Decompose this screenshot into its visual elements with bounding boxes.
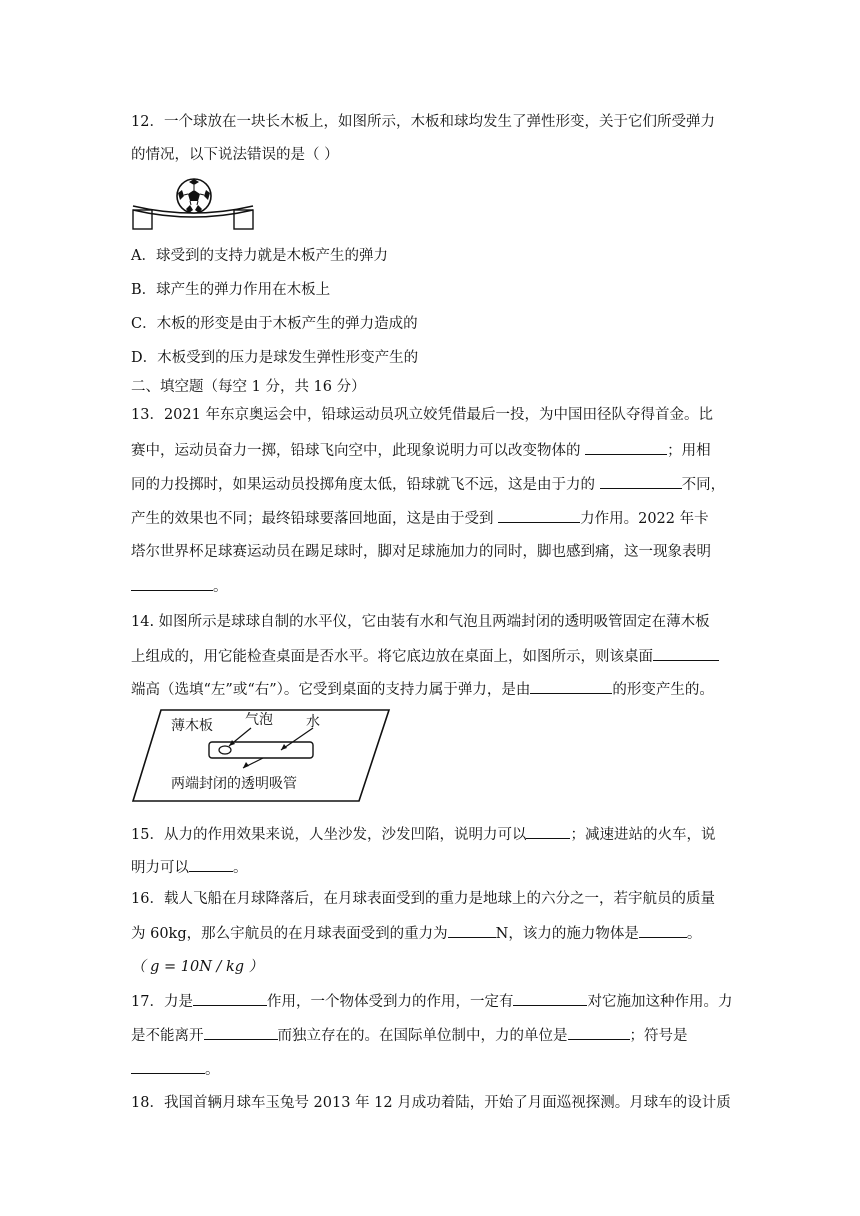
q17-line3-tail: 。 [205,1062,220,1078]
q17-line3 [131,1059,220,1080]
q16-line1: 16．载人飞船在月球降落后，在月球表面受到的重力是地球上的六分之一，若宇航员的质量 [131,891,715,907]
q18-line1: 18．我国首辆月球车玉兔号 2013 年 12 月成功着陆，开始了月面巡视探测。月球车的设计质 [131,1095,731,1111]
spirit-level-figure [131,706,393,804]
q13-blank-2[interactable] [600,474,682,489]
q15-line2-text: 明力可以 [131,860,189,876]
q17-line2-mid: 而独立存在的。在国际单位制中，力的单位是 [277,1028,568,1044]
q17-blank-5[interactable] [131,1059,205,1074]
q12-option-c: C．木板的形变是由于木板产生的弹力造成的 [131,316,418,332]
q12-stem-line1: 12．一个球放在一块长木板上，如图所示，木板和球均发生了弹性形变，关于它们所受弹力 [131,114,715,130]
q16-blank-2[interactable] [639,923,687,938]
q15-line1-text: 15．从力的作用效果来说，人坐沙发，沙发凹陷，说明力可以 [131,827,527,843]
q13-line4 [131,508,709,529]
q17-blank-3[interactable] [204,1025,278,1040]
q17-line1-tail: 对它施加这种作用。力 [587,994,733,1010]
bubble-label: 气泡 [245,712,273,728]
q17-blank-2[interactable] [513,991,587,1006]
q15-blank-1[interactable] [526,824,570,839]
q12-stem-line2: 的情况，以下说法错误的是（ ） [131,147,339,163]
q14-blank-1[interactable] [653,646,719,661]
q13-line2-tail: ；用相 [667,443,711,459]
q17-line2-text: 是不能离开 [131,1028,204,1044]
q14-line1: 14. 如图所示是球球自制的水平仪，它由装有水和气泡且两端封闭的透明吸管固定在薄木板 [131,614,710,630]
q13-line3-tail: 不同， [681,477,726,493]
q13-blank-1[interactable] [585,440,667,455]
q14-line2-text: 上组成的，用它能检查桌面是否水平。将它底边放在桌面上，如图所示，则该桌面 [131,649,653,665]
q16-line2 [131,923,701,944]
q13-line1: 13．2021 年东京奥运会中，铅球运动员巩立姣凭借最后一投，为中国田径队夺得首金。比 [131,407,713,423]
q17-line2 [131,1025,688,1046]
q17-line1-text: 17．力是 [131,994,193,1010]
q16-line2-mid: N，该力的施力物体是 [495,926,639,942]
water-label: 水 [306,714,320,730]
q15-line1 [131,824,715,845]
board-label: 薄木板 [171,718,213,734]
q15-line1-tail: ；减速进站的火车，说 [570,827,716,843]
q15-line2 [131,857,248,878]
q14-line3-text: 端高（选填“左”或“右”）。它受到桌面的支持力属于弹力，是由 [131,682,531,698]
q13-line4-text: 产生的效果也不同；最终铅球要落回地面，这是由于受到 [131,511,494,527]
q17-blank-4[interactable] [568,1025,630,1040]
q13-line5: 塔尔世界杯足球赛运动员在踢足球时，脚对足球施加力的同时，脚也感到痛，这一现象表明 [131,544,711,560]
q16-given-g: （ g = 10N / kg ） [131,959,264,975]
q15-line2-tail: 。 [233,860,248,876]
q16-blank-1[interactable] [448,923,496,938]
q12-option-d: D．木板受到的压力是球发生弹性形变产生的 [131,350,419,366]
q13-blank-3[interactable] [498,508,580,523]
q13-line3 [131,474,725,495]
q17-line1-mid: 作用，一个物体受到力的作用，一定有 [266,994,514,1010]
q14-blank-2[interactable] [530,679,612,694]
q16-line2-text: 为 60kg，那么宇航员的在月球表面受到的重力为 [131,926,448,942]
q13-line2-text: 赛中，运动员奋力一掷，铅球飞向空中，此现象说明力可以改变物体的 [131,443,581,459]
q13-line4-tail: 力作用。2022 年卡 [580,511,709,527]
air-bubble [219,746,231,754]
q17-blank-1[interactable] [193,991,267,1006]
q13-blank-4[interactable] [131,576,213,591]
q13-line6 [131,576,228,597]
q17-line2-tail: ；符号是 [629,1028,688,1044]
q15-blank-2[interactable] [189,857,233,872]
q13-line3-text: 同的力投掷时，如果运动员投掷角度太低，铅球就飞不远，这是由于力的 [131,477,595,493]
q14-line3 [131,679,714,700]
q16-line2-tail: 。 [686,926,702,942]
q13-line6-tail: 。 [213,579,228,595]
q12-option-a: A．球受到的支持力就是木板产生的弹力 [131,248,388,264]
ball-on-board-figure [131,176,257,232]
q13-line2 [131,440,711,461]
q12-option-b: B．球产生的弹力作用在木板上 [131,282,331,298]
q14-line2 [131,646,719,667]
soccer-ball-icon [177,179,211,213]
q14-line3-tail: 的形变产生的。 [612,682,714,698]
q17-line1 [131,991,732,1012]
tube-label: 两端封闭的透明吸管 [171,776,297,792]
section-heading: 二、填空题（每空 1 分，共 16 分） [131,379,366,395]
